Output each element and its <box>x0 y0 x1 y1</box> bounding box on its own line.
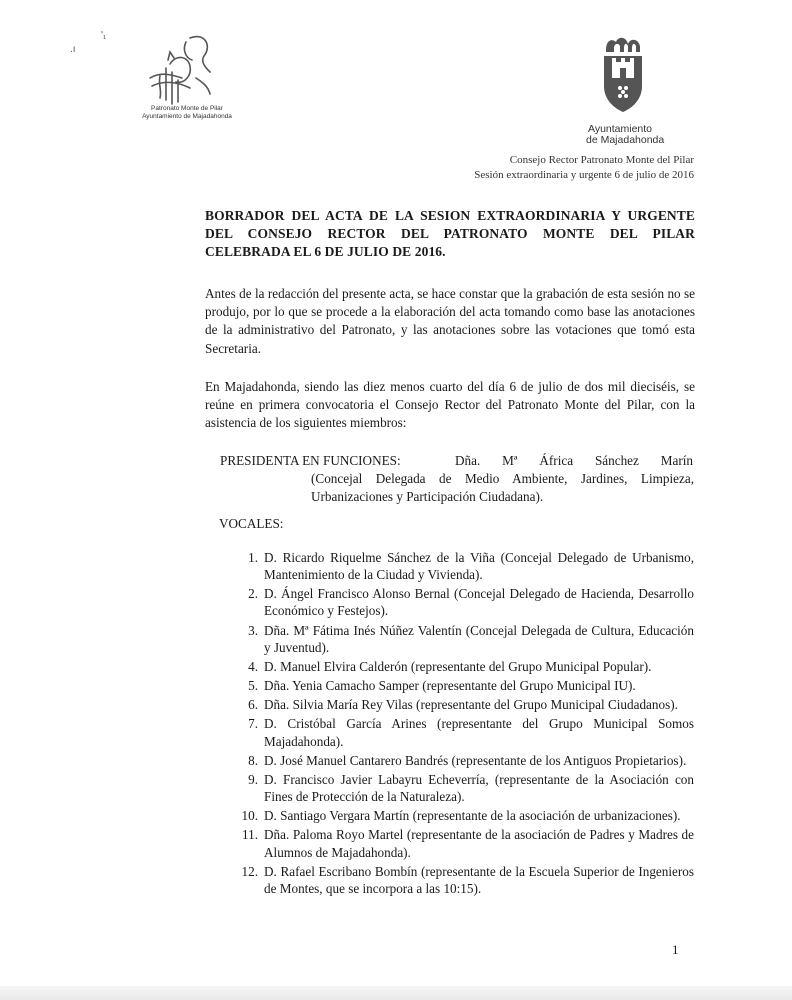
coat-of-arms-icon <box>598 34 648 114</box>
list-item-text: Dña. Paloma Royo Martel (representante de la asociación de Padres y Madres de Alumnos de Majadahonda). <box>264 827 694 860</box>
presidenta-description: (Concejal Delegada de Medio Ambiente, Jardines, Limpieza, Urbanizaciones y Participación Ciudadana). <box>311 471 694 504</box>
list-item-text: D. Ángel Francisco Alonso Bernal (Concejal Delegado de Hacienda, Desarrollo Económico y Festejos). <box>264 586 694 619</box>
paragraph-session-opening: En Majadahonda, siendo las diez menos cuarto del día 6 de julio de dos mil dieciséis, se reúne en primera convocatoria el Consejo Rector del Patronato Monte del Pilar, con la asistencia de los siguientes miembros: <box>205 379 695 431</box>
list-item-text: D. Santiago Vergara Martín (representante de la asociación de urbanizaciones). <box>264 808 681 824</box>
list-item-text: D. Cristóbal García Arines (representante del Grupo Municipal Somos Majadahonda). <box>264 716 694 749</box>
list-item-number: 8. <box>248 752 258 768</box>
list-item-text: D. Rafael Escribano Bombín (representante de la Escuela Superior de Ingenieros de Montes, que se incorpora a las 10:15). <box>264 863 694 896</box>
list-item <box>228 622 694 656</box>
list-item-number: 12. <box>241 863 258 879</box>
list-item <box>228 549 694 583</box>
list-item <box>228 752 694 769</box>
patronato-caption-1: Patronato Monte de Pilar <box>151 105 223 112</box>
scan-speck: '₁ <box>101 30 107 41</box>
vocales-list <box>228 549 694 899</box>
header-meta <box>474 153 694 183</box>
list-item-number: 10. <box>241 808 258 824</box>
list-item-number: 1. <box>248 550 258 565</box>
list-item-number: 5. <box>248 678 258 694</box>
meta-line-1: Consejo Rector Patronato Monte del Pilar <box>509 154 694 166</box>
list-item <box>228 658 694 675</box>
scan-edge <box>0 986 792 1000</box>
patronato-caption-2: Ayuntamiento de Majadahonda <box>142 113 232 120</box>
list-item-text: D. Ricardo Riquelme Sánchez de la Viña (Concejal Delegado de Urbanismo, Mantenimiento de la Ciudad y Vivienda). <box>264 550 694 583</box>
list-item-number: 11. <box>242 827 258 843</box>
list-item <box>228 826 694 860</box>
page-number: 1 <box>672 942 679 957</box>
ayuntamiento-caption-2: de Majadahonda <box>586 134 665 146</box>
document-title: BORRADOR DEL ACTA DE LA SESION EXTRAORDINARIA Y URGENTE DEL CONSEJO RECTOR DEL PATRONATO MONTE DEL PILAR CELEBRADA EL 6 DE JULIO DE 2016. <box>205 208 695 260</box>
scan-speck: .ı <box>70 44 76 55</box>
list-item <box>228 863 694 897</box>
list-item <box>228 677 694 694</box>
vocales-label: VOCALES: <box>219 516 284 531</box>
list-item-text: Dña. Yenia Camacho Samper (representante del Grupo Municipal IU). <box>264 678 636 694</box>
presidenta-name: Dña. Mª África Sánchez Marín <box>455 453 693 468</box>
list-item <box>228 585 694 619</box>
list-item-text: D. Manuel Elvira Calderón (representante del Grupo Municipal Popular). <box>264 658 652 674</box>
ayuntamiento-logo <box>586 34 665 146</box>
list-item-text: D. Francisco Javier Labayru Echeverría, (representante de la Asociación con Fines de Protección de la Naturaleza). <box>264 771 694 805</box>
list-item-text: Dña. Mª Fátima Inés Núñez Valentín (Concejal Delegada de Cultura, Educación y Juventud). <box>264 622 694 655</box>
list-item-number: 6. <box>248 697 258 713</box>
list-item <box>228 771 694 805</box>
list-item-number: 3. <box>248 622 258 638</box>
squirrel-tree-icon <box>130 28 240 106</box>
list-item <box>228 696 694 713</box>
list-item-number: 7. <box>248 716 258 732</box>
list-item-text: Dña. Silvia María Rey Vilas (representante del Grupo Municipal Ciudadanos). <box>264 697 678 713</box>
presidenta-label: PRESIDENTA EN FUNCIONES: <box>220 453 401 468</box>
list-item-number: 2. <box>248 586 258 602</box>
list-item-text: D. José Manuel Cantarero Bandrés (representante de los Antiguos Propietarios). <box>264 752 687 768</box>
meta-line-2: Sesión extraordinaria y urgente 6 de julio de 2016 <box>474 168 694 181</box>
list-item-number: 9. <box>248 771 258 787</box>
patronato-logo <box>130 28 240 128</box>
ayuntamiento-caption-1: Ayuntamiento <box>588 123 653 135</box>
paragraph-recording-note: Antes de la redacción del presente acta, se hace constar que la grabación de esta sesión no se produjo, por lo que se procede a la elaboración del acta tomando como base las anotaciones de la administrativo del Patronato, y las anotaciones sobre las votaciones que tomó esta Secretaria. <box>205 286 695 356</box>
list-item-number: 4. <box>248 658 258 674</box>
list-item <box>228 715 694 749</box>
list-item <box>228 807 694 824</box>
